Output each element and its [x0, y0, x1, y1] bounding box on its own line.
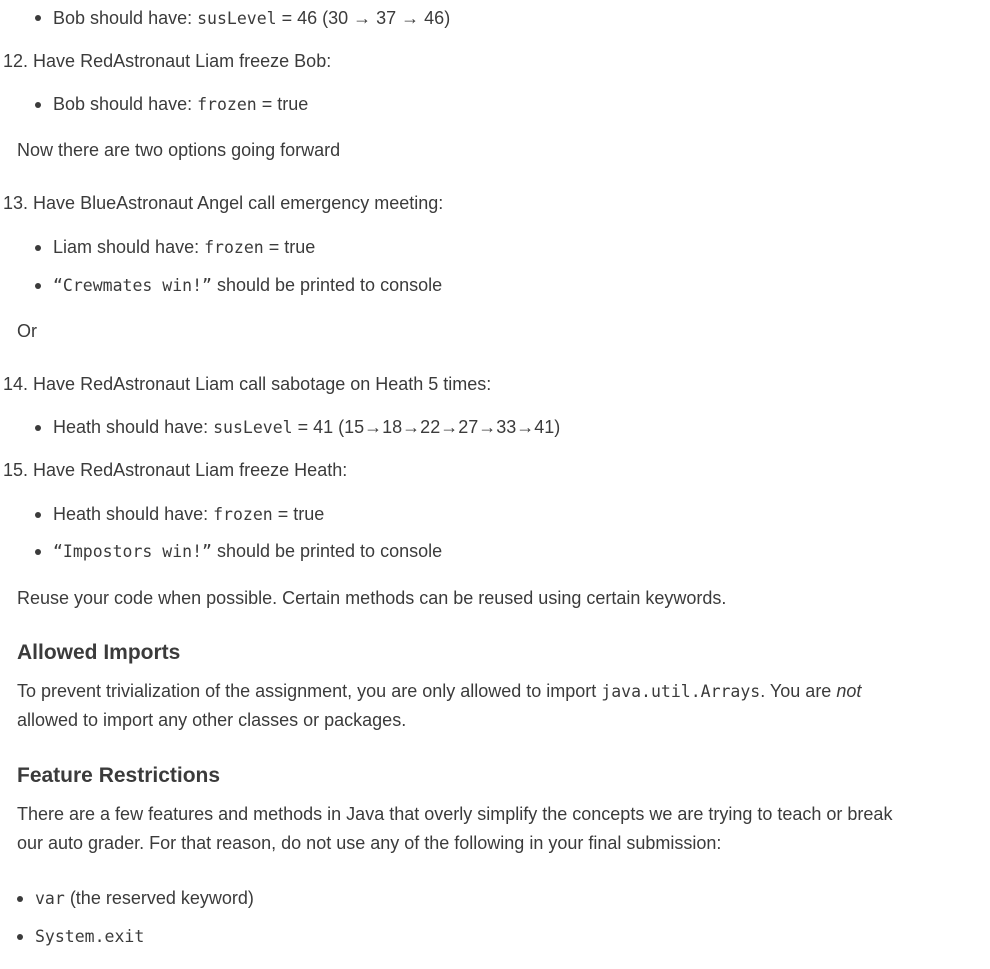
step-15	[3, 458, 347, 482]
list-item-heath-frozen: Heath should have: frozen = true	[53, 504, 325, 524]
code-inline: frozen	[204, 238, 264, 257]
paragraph-reuse: Reuse your code when possible. Certain methods can be reused using certain keywords.	[17, 588, 727, 608]
code-inline: “Crewmates win!”	[53, 276, 212, 295]
bullet	[35, 102, 41, 108]
paragraph-allowed-imports: To prevent trivialization of the assignment, you are only allowed to import java.util.Arrays. You are not allowed to import any other classes or packages.	[17, 681, 862, 730]
list-item-liam-frozen: Liam should have: frozen = true	[53, 237, 316, 257]
bullet	[35, 283, 41, 289]
step-number: 15.	[3, 460, 29, 480]
bullet	[17, 896, 23, 902]
code-inline: frozen	[197, 95, 257, 114]
list-item-crewmates-win: “Crewmates win!” should be printed to console	[53, 275, 443, 295]
code-inline: frozen	[213, 505, 273, 524]
bullet	[35, 245, 41, 251]
step-number: 14.	[3, 374, 29, 394]
step-13	[3, 191, 443, 215]
code-inline: susLevel	[197, 9, 277, 28]
heading-allowed-imports: Allowed Imports	[17, 641, 181, 664]
list-item-impostors-win: “Impostors win!” should be printed to console	[53, 541, 443, 561]
list-item-system-exit	[35, 924, 144, 949]
heading-feature-restrictions: Feature Restrictions	[17, 764, 221, 787]
step-text: Have RedAstronaut Liam freeze Bob:	[33, 51, 332, 71]
list-item-bob-suslevel: Bob should have: susLevel = 46 (30 → 37 → 46)	[53, 8, 451, 28]
code-inline: var	[35, 889, 65, 908]
bullet	[35, 549, 41, 555]
code-inline: “Impostors win!”	[53, 542, 212, 561]
code-inline: java.util.Arrays	[601, 682, 761, 701]
step-14	[3, 372, 491, 396]
paragraph-feature-restrictions: There are a few features and methods in Java that overly simplify the concepts we are trying to teach or break our auto grader. For that reason, do not use any of the following in your final submission:	[17, 804, 893, 853]
bullet	[17, 934, 23, 940]
paragraph-or: Or	[17, 321, 37, 341]
bullet	[35, 512, 41, 518]
emphasis: not	[836, 681, 862, 701]
step-text: Have RedAstronaut Liam call sabotage on Heath 5 times:	[33, 374, 492, 394]
bullet	[35, 425, 41, 431]
bullet	[35, 15, 41, 21]
list-item-heath-suslevel: Heath should have: susLevel = 41 (15→18→22→27→33→41)	[53, 417, 561, 437]
step-number: 13.	[3, 193, 29, 213]
paragraph-two-options: Now there are two options going forward	[17, 140, 341, 160]
step-text: Have BlueAstronaut Angel call emergency meeting:	[33, 193, 444, 213]
step-12	[3, 49, 331, 73]
code-inline: System.exit	[35, 927, 145, 946]
list-item-var: var (the reserved keyword)	[35, 888, 254, 908]
code-inline: susLevel	[213, 418, 293, 437]
step-text: Have RedAstronaut Liam freeze Heath:	[33, 460, 348, 480]
step-number: 12.	[3, 51, 29, 71]
list-item-bob-frozen: Bob should have: frozen = true	[53, 94, 309, 114]
